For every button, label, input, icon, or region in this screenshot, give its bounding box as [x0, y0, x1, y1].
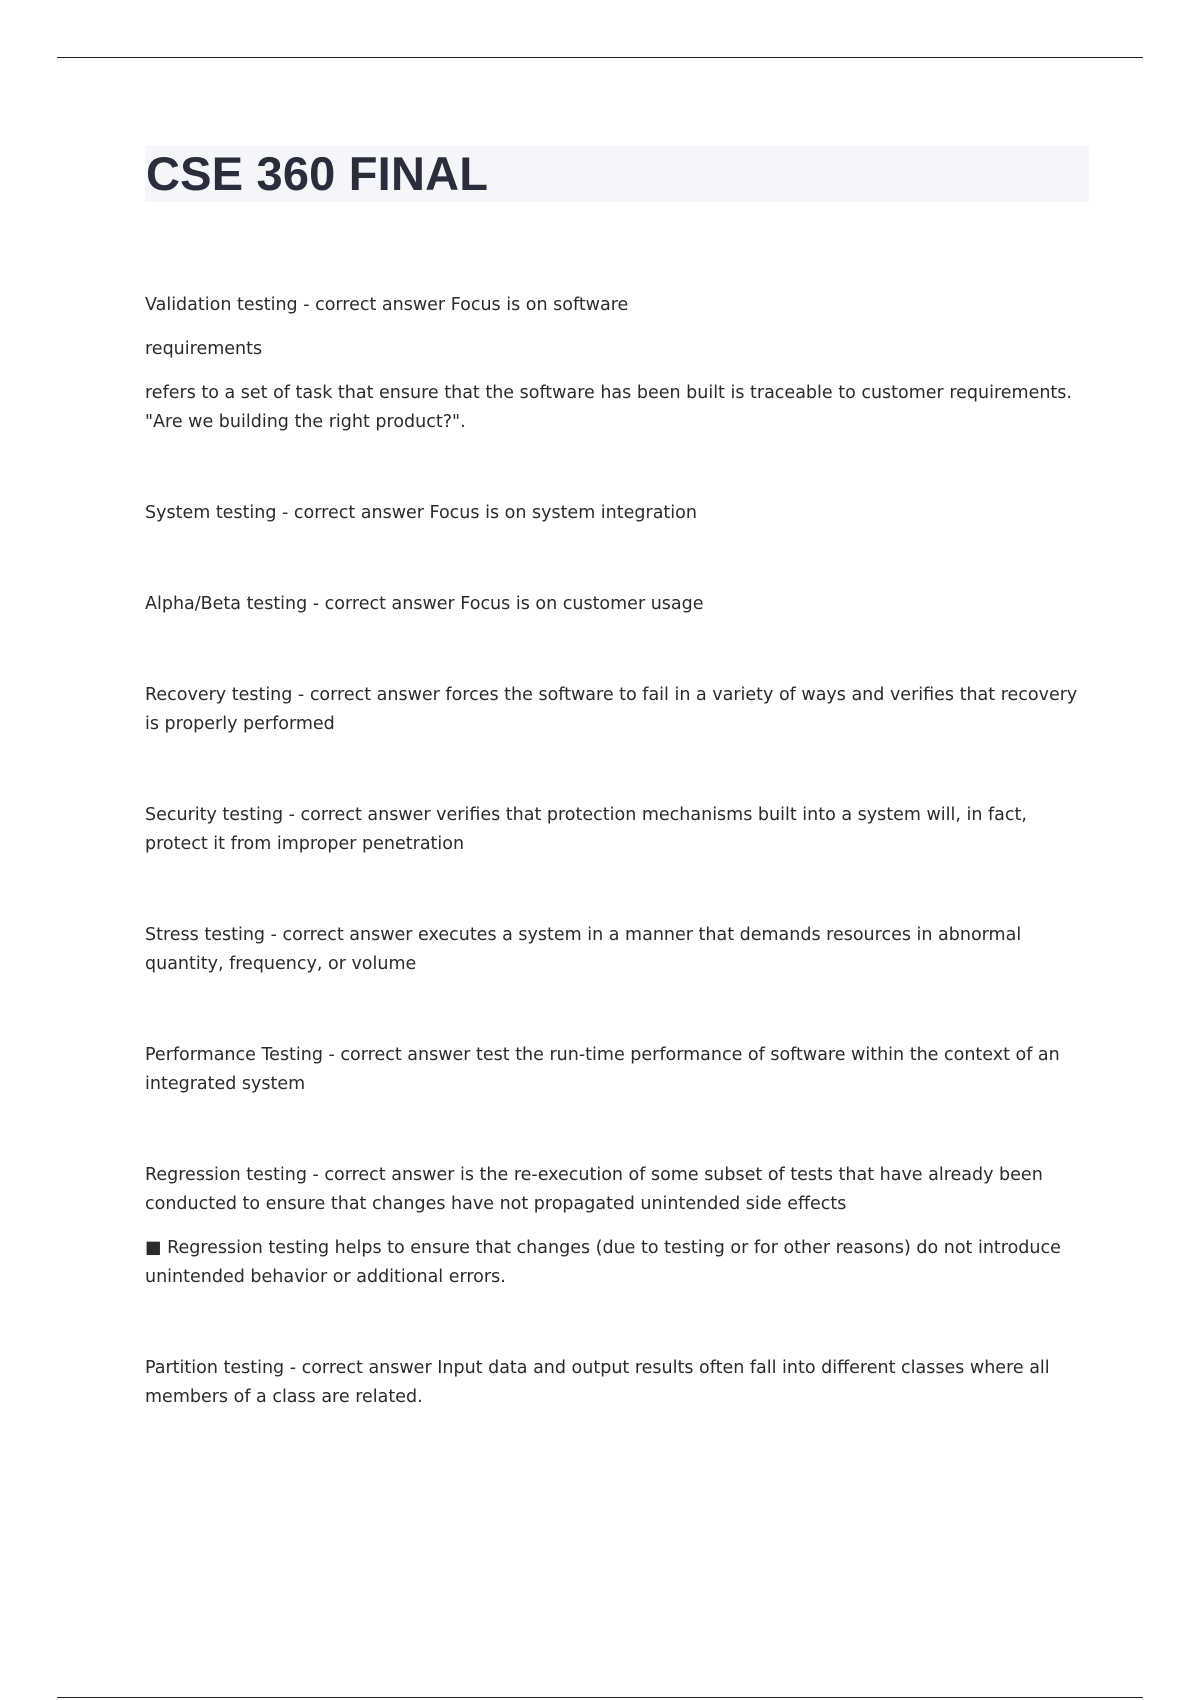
entry-performance-testing	[145, 1041, 1090, 1099]
document-body	[145, 291, 1090, 1474]
entry-paragraph: Partition testing - correct answer Input data and output results often fall into different classes where all members of a class are related.	[145, 1358, 1050, 1407]
entry-stress-testing	[145, 921, 1090, 979]
entry-security-testing	[145, 801, 1090, 859]
entry-recovery-testing	[145, 681, 1090, 739]
document-title: CSE 360 FINAL	[146, 147, 489, 200]
entry-paragraph: requirements	[145, 339, 263, 359]
entry-paragraph: Performance Testing - correct answer test the run-time performance of software within the context of an integrated system	[145, 1045, 1060, 1094]
entry-paragraph: Alpha/Beta testing - correct answer Focus is on customer usage	[145, 594, 704, 614]
entry-alpha-beta-testing	[145, 590, 1090, 619]
bottom-rule	[57, 1697, 1143, 1698]
entry-paragraph: Regression testing - correct answer is the re-execution of some subset of tests that have already been conducted to ensure that changes have not propagated unintended side effects	[145, 1165, 1043, 1214]
entry-regression-testing	[145, 1161, 1090, 1292]
entry-paragraph: refers to a set of task that ensure that the software has been built is traceable to customer requirements. "Are we building the right product?".	[145, 383, 1072, 432]
entry-paragraph: Security testing - correct answer verifies that protection mechanisms built into a system will, in fact, protect it from improper penetration	[145, 805, 1027, 854]
entry-paragraph: Stress testing - correct answer executes a system in a manner that demands resources in abnormal quantity, frequency, or volume	[145, 925, 1022, 974]
entry-partition-testing	[145, 1354, 1090, 1412]
entry-system-testing	[145, 499, 1090, 528]
entry-paragraph: ■ Regression testing helps to ensure that changes (due to testing or for other reasons) do not introduce unintended behavior or additional errors.	[145, 1238, 1061, 1287]
entry-paragraph: Validation testing - correct answer Focus is on software	[145, 295, 629, 315]
entry-paragraph: Recovery testing - correct answer forces the software to fail in a variety of ways and verifies that recovery is properly performed	[145, 685, 1078, 734]
entry-validation-testing	[145, 291, 1090, 437]
entry-paragraph: System testing - correct answer Focus is on system integration	[145, 503, 697, 523]
top-rule	[57, 57, 1143, 58]
